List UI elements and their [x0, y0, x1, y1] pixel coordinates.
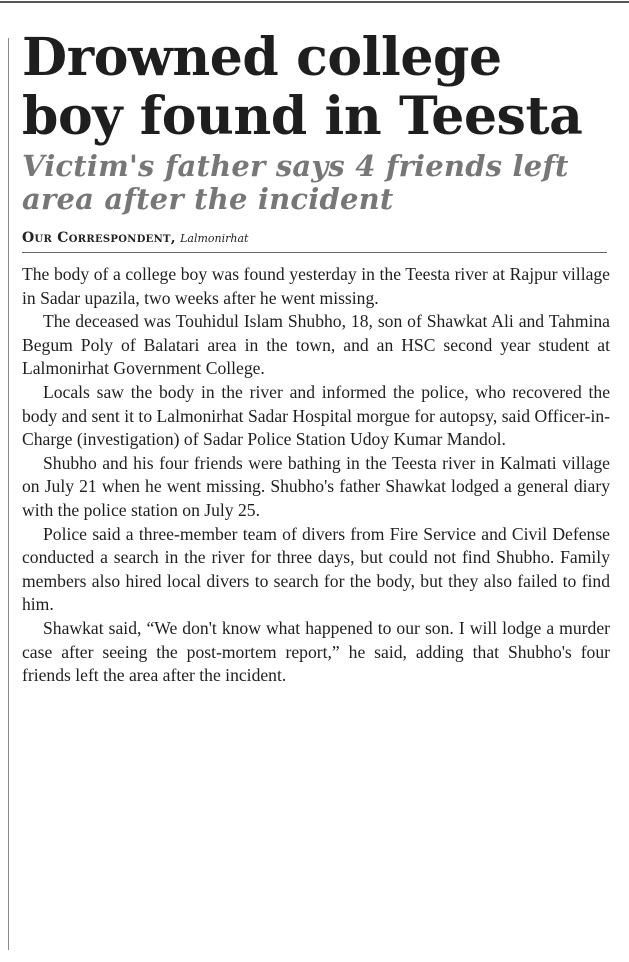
paragraph: The body of a college boy was found yesterday in the Teesta river at Rajpur village in Sadar upazila, two weeks after he went missing. — [22, 264, 610, 308]
paragraph: Shubho and his four friends were bathing in the Teesta river in Kalmati village on July 21 when he went missing. Shubho's father Shawkat lodged a general diary with the police station on July 25. — [22, 452, 610, 520]
byline-divider — [22, 252, 607, 253]
byline — [22, 230, 614, 246]
column-divider — [8, 38, 9, 950]
article-column — [22, 28, 614, 688]
paragraph: Shawkat said, “We don't know what happened to our son. I will lodge a murder case after seeing the post-mortem report,” he said, adding that Shubho's four friends left the area after the incident. — [22, 617, 610, 686]
paragraph: Locals saw the body in the river and informed the police, who recovered the body and sent it to Lalmonirhat Sadar Hospital morgue for autopsy, said Officer-in-Charge (investigation) of Sadar Police Station Udoy Kumar Mandol. — [22, 381, 610, 450]
top-divider — [0, 1, 629, 3]
headline: Drowned college boy found in Teesta — [22, 27, 583, 147]
article-body — [22, 263, 610, 688]
byline-name: Our Correspondent, — [22, 230, 176, 246]
subheadline: Victim's father says 4 friends left area after the incident — [22, 149, 569, 216]
paragraph: Police said a three-member team of divers from Fire Service and Civil Defense conducted a search in the river for three days, but could not find Shubho. Family members also hired local divers to search for the body, but they also failed to find him. — [22, 523, 610, 615]
byline-place: Lalmonirhat — [180, 232, 249, 245]
paragraph: The deceased was Touhidul Islam Shubho, 18, son of Shawkat Ali and Tahmina Begum Poly of Balatari area in the town, and an HSC second year student at Lalmonirhat Government College. — [22, 311, 610, 379]
